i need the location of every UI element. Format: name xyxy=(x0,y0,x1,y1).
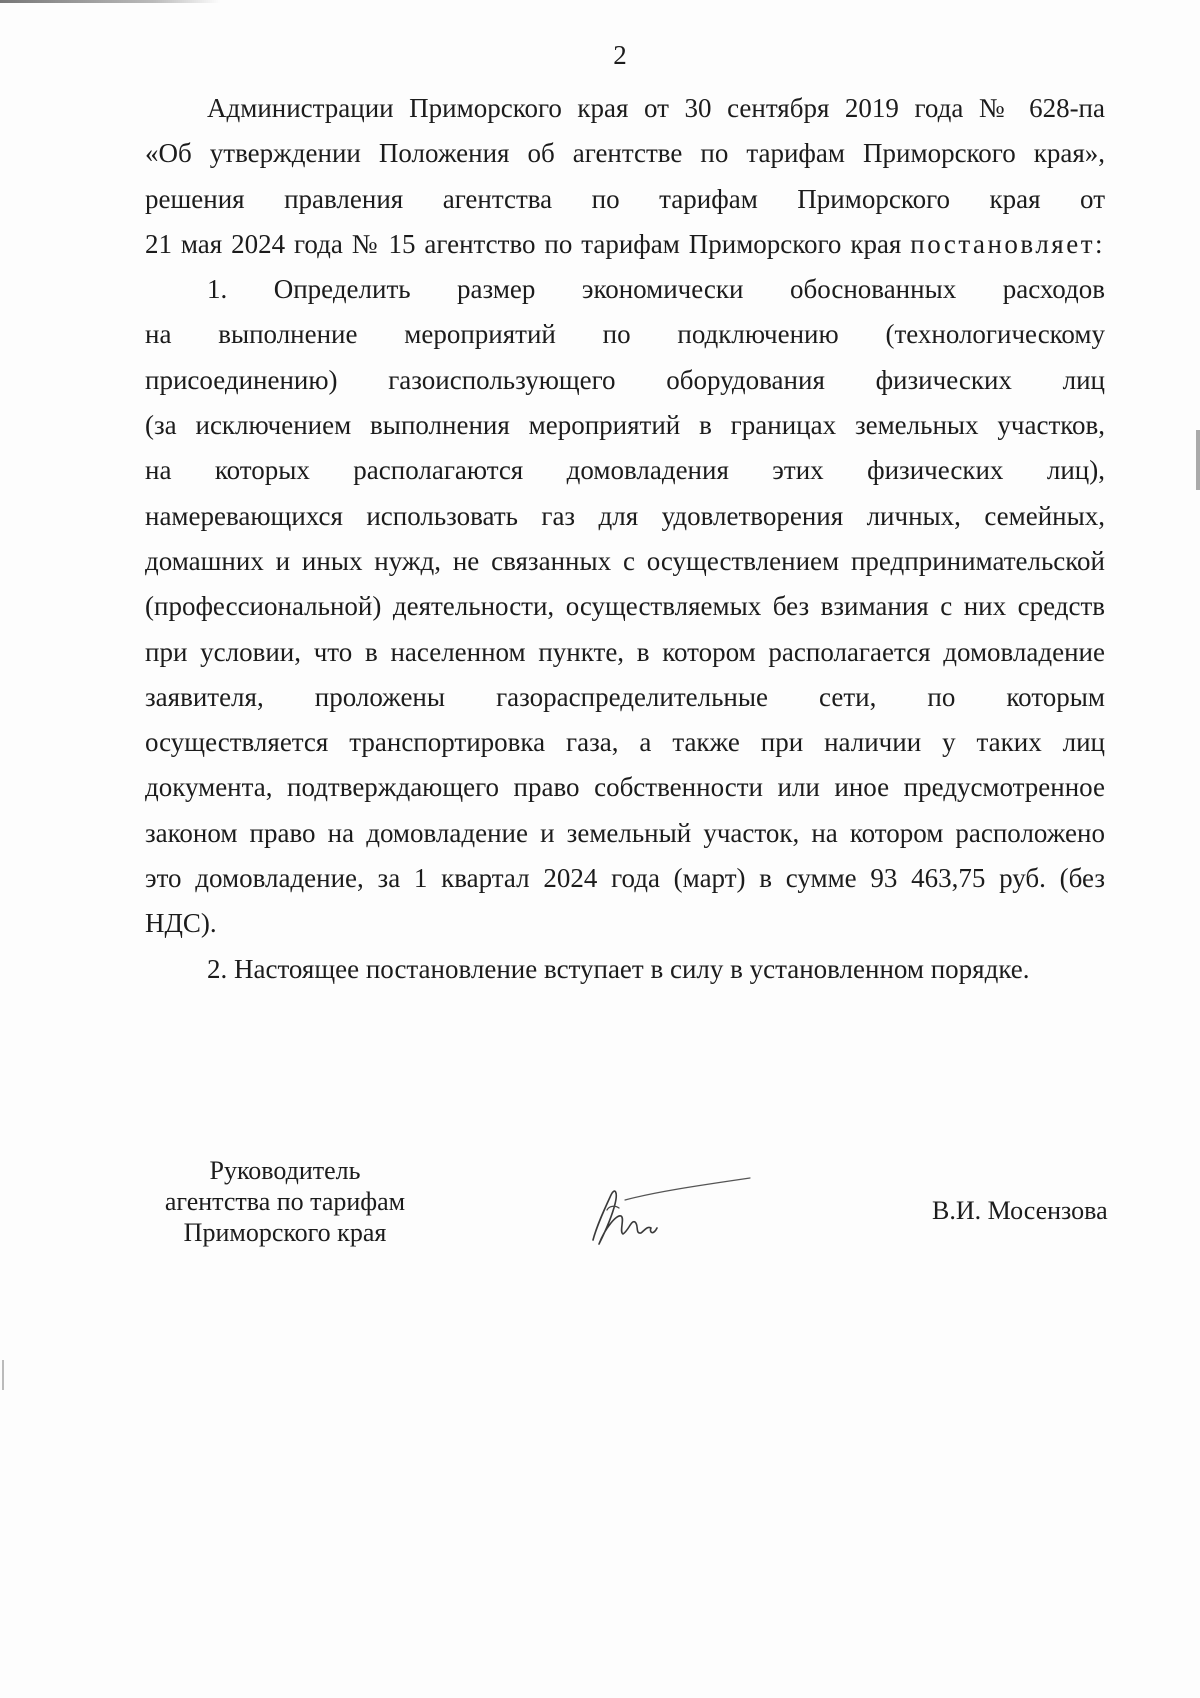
text-line: осуществляется транспортировка газа, а также при наличии у таких лиц xyxy=(145,727,1105,758)
text-line: заявителя, проложены газораспределительные сети, по которым xyxy=(145,681,1105,712)
signatory-name: В.И. Мосензова xyxy=(932,1196,1108,1225)
text-line: намеревающихся использовать газ для удовлетворения личных, семейных, xyxy=(145,500,1105,531)
scan-edge-right xyxy=(1196,430,1200,490)
text-line: присоединению) газоиспользующего оборудования физических лиц xyxy=(145,364,1105,395)
paragraph-intro xyxy=(145,86,1105,267)
text-line: документа, подтверждающего право собственности или иное предусмотренное xyxy=(145,772,1105,803)
emphasis-word: постановляет: xyxy=(910,228,1106,259)
text-line-part: 21 мая 2024 года № 15 агентство по тарифам Приморского края xyxy=(145,228,902,259)
text-line: на выполнение мероприятий по подключению (технологическому xyxy=(145,319,1105,350)
text-line: при условии, что в населенном пункте, в котором располагается домовладение xyxy=(145,636,1105,667)
signatory-position xyxy=(140,1155,430,1248)
text-line: на которых располагаются домовладения этих физических лиц), xyxy=(145,455,1105,486)
scan-edge-top xyxy=(0,0,220,3)
text-line: домашних и иных нужд, не связанных с осуществлением предпринимательской xyxy=(145,545,1105,576)
text-line: (профессиональной) деятельности, осуществляемых без взимания с них средств xyxy=(145,591,1105,622)
text-line: это домовладение, за 1 квартал 2024 года (март) в сумме 93 463,75 руб. (без xyxy=(145,863,1105,894)
text-line: Администрации Приморского края от 30 сентября 2019 года № 628-па xyxy=(207,93,1105,123)
position-line: агентства по тарифам xyxy=(164,1187,406,1216)
text-line xyxy=(145,222,1105,267)
text-line: (за исключением выполнения мероприятий в границах земельных участков, xyxy=(145,410,1105,441)
text-line: законом право на домовладение и земельный участок, на котором расположено xyxy=(145,817,1105,848)
text-line: 2. Настоящее постановление вступает в силу в установленном порядке. xyxy=(207,953,1030,984)
document-body xyxy=(145,86,1105,992)
paragraph-2 xyxy=(145,947,1105,992)
page-number: 2 xyxy=(613,40,627,70)
scan-edge-left xyxy=(2,1360,4,1390)
handwritten-signature xyxy=(585,1170,755,1260)
position-line: Приморского края xyxy=(183,1218,387,1247)
paragraph-1 xyxy=(145,267,1105,946)
text-line: «Об утверждении Положения об агентстве по тарифам Приморского края», xyxy=(145,138,1105,169)
position-line: Руководитель xyxy=(209,1156,361,1185)
text-line: НДС). xyxy=(145,908,217,939)
text-line: 1. Определить размер экономически обоснованных расходов xyxy=(207,274,1105,305)
text-line: решения правления агентства по тарифам Приморского края от xyxy=(145,183,1105,214)
